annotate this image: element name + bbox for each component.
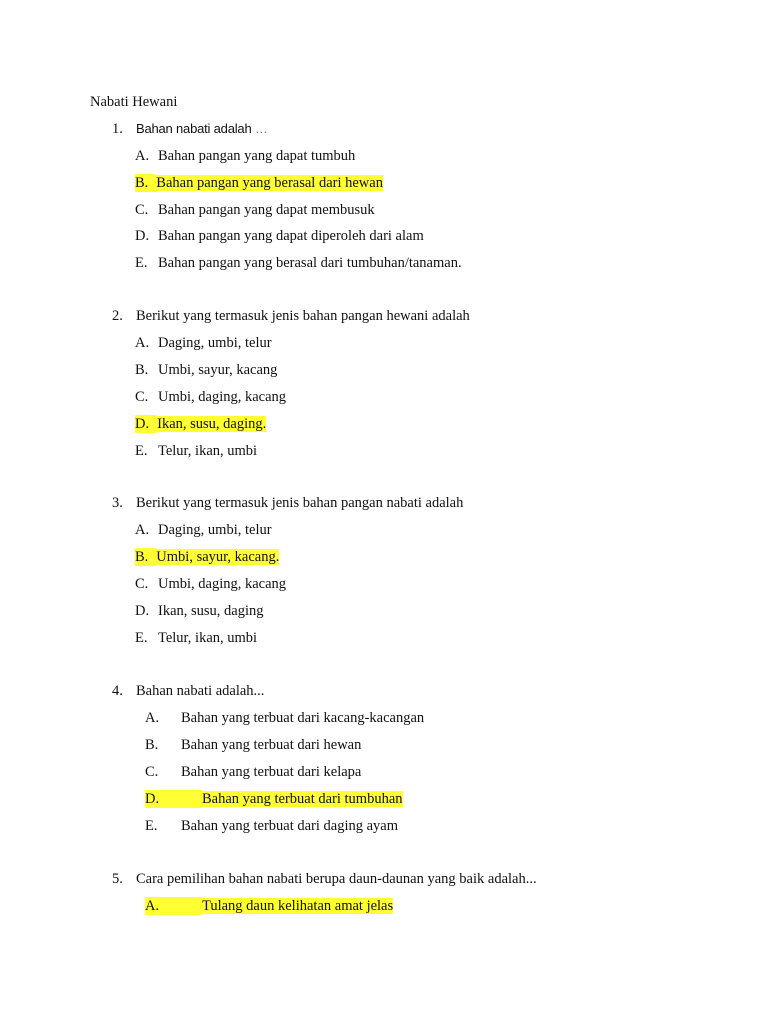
question-2-option-a bbox=[135, 334, 272, 352]
question-1-number: 1. bbox=[112, 121, 123, 137]
option-text-highlighted: Tulang daun kelihatan amat jelas bbox=[202, 898, 394, 914]
option-letter: A. bbox=[145, 897, 202, 915]
question-2-number: 2. bbox=[112, 308, 123, 324]
question-4-option-b bbox=[145, 736, 361, 754]
option-text: Bahan yang terbuat dari kelapa bbox=[181, 764, 362, 780]
option-text: Umbi, sayur, kacang bbox=[158, 362, 278, 378]
question-1-ellipsis: … bbox=[251, 121, 268, 136]
question-1-option-e bbox=[135, 254, 462, 272]
option-text: Bahan yang terbuat dari hewan bbox=[181, 737, 362, 753]
question-3-number: 3. bbox=[112, 495, 123, 511]
question-1-option-b bbox=[135, 174, 383, 192]
question-4-option-d bbox=[145, 790, 403, 808]
question-5-number: 5. bbox=[112, 871, 123, 887]
question-1-text bbox=[136, 120, 268, 138]
option-letter: B. bbox=[145, 737, 159, 753]
question-4-option-c bbox=[145, 763, 361, 781]
question-4-text: Bahan nabati adalah... bbox=[136, 683, 265, 699]
option-text-highlighted: Ikan, susu, daging. bbox=[157, 416, 267, 432]
question-3-option-a bbox=[135, 521, 272, 539]
option-letter: A. bbox=[135, 522, 150, 538]
option-letter: D. bbox=[135, 415, 157, 433]
option-text: Bahan yang terbuat dari daging ayam bbox=[181, 818, 399, 834]
option-letter: B. bbox=[135, 548, 156, 566]
option-letter: E. bbox=[135, 630, 148, 646]
question-2-option-c bbox=[135, 388, 286, 406]
question-2-option-d bbox=[135, 415, 266, 433]
question-1-option-c bbox=[135, 201, 375, 219]
question-2-option-b bbox=[135, 361, 277, 379]
option-text: Telur, ikan, umbi bbox=[158, 630, 258, 646]
question-3-option-e bbox=[135, 629, 257, 647]
question-1-text-main: Bahan nabati adalah bbox=[136, 121, 252, 136]
option-letter: D. bbox=[145, 790, 202, 808]
question-1-option-d bbox=[135, 227, 424, 245]
question-5-option-a bbox=[145, 897, 393, 915]
option-text: Bahan pangan yang dapat membusuk bbox=[158, 202, 375, 218]
option-letter: E. bbox=[135, 443, 148, 459]
option-text: Bahan pangan yang berasal dari tumbuhan/tanaman. bbox=[158, 255, 462, 271]
option-text: Bahan pangan yang dapat tumbuh bbox=[158, 148, 356, 164]
question-3-option-d bbox=[135, 602, 264, 620]
option-text: Bahan yang terbuat dari kacang-kacangan bbox=[181, 710, 425, 726]
option-text-highlighted: Bahan yang terbuat dari tumbuhan bbox=[202, 791, 403, 807]
question-4-number: 4. bbox=[112, 683, 123, 699]
question-2-text: Berikut yang termasuk jenis bahan pangan hewani adalah bbox=[136, 308, 470, 324]
option-text: Umbi, daging, kacang bbox=[158, 389, 287, 405]
option-letter: C. bbox=[145, 764, 159, 780]
option-text: Daging, umbi, telur bbox=[158, 335, 272, 351]
question-1-option-a bbox=[135, 147, 355, 165]
option-letter: E. bbox=[135, 255, 148, 271]
option-text: Daging, umbi, telur bbox=[158, 522, 272, 538]
question-2-option-e bbox=[135, 442, 257, 460]
question-5-text: Cara pemilihan bahan nabati berupa daun-daunan yang baik adalah... bbox=[136, 871, 537, 887]
option-letter: C. bbox=[135, 202, 149, 218]
option-letter: D. bbox=[135, 603, 150, 619]
question-4-option-a bbox=[145, 709, 424, 727]
option-text-highlighted: Bahan pangan yang berasal dari hewan bbox=[156, 175, 383, 191]
question-3-text: Berikut yang termasuk jenis bahan pangan nabati adalah bbox=[136, 495, 464, 511]
option-letter: A. bbox=[135, 335, 150, 351]
option-letter: B. bbox=[135, 174, 156, 192]
option-letter: A. bbox=[145, 710, 160, 726]
document-title: Nabati Hewani bbox=[90, 94, 178, 110]
option-letter: D. bbox=[135, 228, 150, 244]
question-3-option-b bbox=[135, 548, 279, 566]
option-letter: A. bbox=[135, 148, 150, 164]
option-text: Umbi, daging, kacang bbox=[158, 576, 287, 592]
option-letter: C. bbox=[135, 576, 149, 592]
question-3-option-c bbox=[135, 575, 286, 593]
option-text: Ikan, susu, daging bbox=[158, 603, 264, 619]
option-letter: E. bbox=[145, 818, 158, 834]
option-text: Telur, ikan, umbi bbox=[158, 443, 258, 459]
question-4-option-e bbox=[145, 817, 398, 835]
option-text: Bahan pangan yang dapat diperoleh dari alam bbox=[158, 228, 424, 244]
option-letter: B. bbox=[135, 362, 149, 378]
option-letter: C. bbox=[135, 389, 149, 405]
option-text-highlighted: Umbi, sayur, kacang. bbox=[156, 549, 280, 565]
